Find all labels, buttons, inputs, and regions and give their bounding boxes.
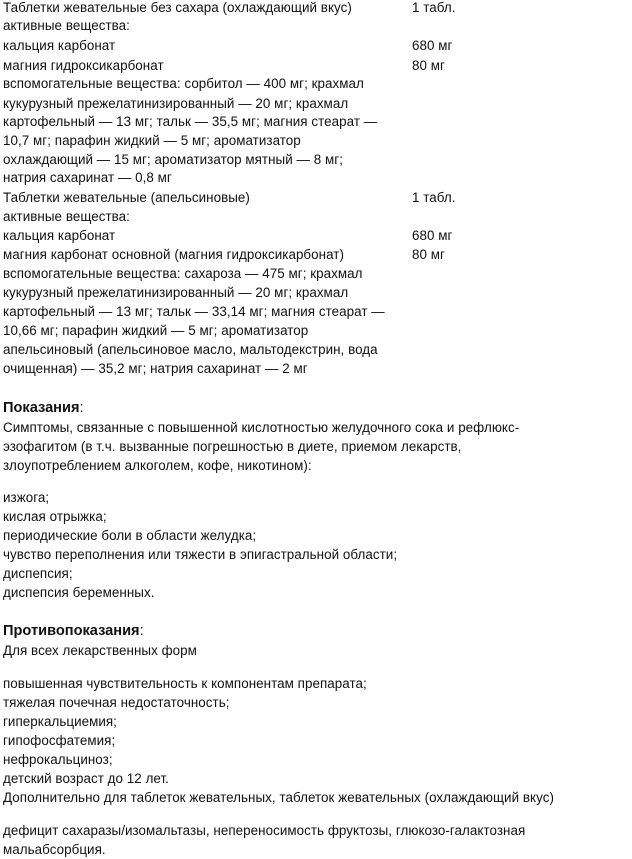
contraindications-heading xyxy=(3,621,144,641)
indications-item: диспепсия беременных. xyxy=(3,585,155,600)
contraindications-extra-line: дефицит сахаразы/изомальтазы, непереносимость фруктозы, глюкозо-галактозная xyxy=(3,823,526,838)
indications-heading-text: Показания xyxy=(3,400,80,416)
composition-row-text: вспомогательные вещества: сорбитол — 400 мг; крахмал xyxy=(3,76,364,91)
contraindications-intro: Для всех лекарственных форм xyxy=(3,643,197,658)
composition-row-text: кальция карбонат xyxy=(3,228,116,243)
composition-row-text: апельсиновый (апельсиновое масло, мальтодекстрин, вода xyxy=(3,342,378,357)
indications-item: чувство переполнения или тяжести в эпигастральной области; xyxy=(3,547,398,562)
composition-row-text: охлаждающий — 15 мг; ароматизатор мятный — 8 мг; xyxy=(3,152,343,167)
indications-item: периодические боли в области желудка; xyxy=(3,528,257,543)
indications-intro-line: эзофагитом (в т.ч. вызванные погрешностью в диете, приемом лекарств, xyxy=(3,439,462,454)
indications-item: диспепсия; xyxy=(3,566,73,581)
composition-row-dose: 1 табл. xyxy=(412,0,456,15)
indications-intro-line: злоупотреблением алкоголем, кофе, никотином): xyxy=(3,458,312,473)
contraindications-item: гипофосфатемия; xyxy=(3,733,116,748)
composition-row-text: Таблетки жевательные (апельсиновые) xyxy=(3,190,250,205)
contraindications-heading-text: Противопоказания xyxy=(3,623,140,639)
composition-row-dose: 1 табл. xyxy=(412,190,456,205)
composition-row-text: кукурузный прежелатинизированный — 20 мг; крахмал xyxy=(3,285,349,300)
contraindications-heading-colon: : xyxy=(139,623,144,639)
composition-row-text: 10,66 мг; парафин жидкий — 5 мг; ароматизатор xyxy=(3,323,309,338)
contraindications-extra-line: мальабсорбция. xyxy=(3,842,106,857)
contraindications-item: тяжелая почечная недостаточность; xyxy=(3,695,230,710)
contraindications-item: нефрокальциноз; xyxy=(3,752,113,767)
composition-row-text: кальция карбонат xyxy=(3,38,116,53)
composition-row-dose: 80 мг xyxy=(412,247,445,262)
composition-row-text: активные вещества: xyxy=(3,18,130,33)
composition-row-text: вспомогательные вещества: сахароза — 475 мг; крахмал xyxy=(3,266,363,281)
indications-heading-colon: : xyxy=(79,400,84,416)
composition-row-text: 10,7 мг; парафин жидкий — 5 мг; ароматизатор xyxy=(3,133,301,148)
composition-row-dose: 80 мг xyxy=(412,58,445,73)
composition-row-dose: 680 мг xyxy=(412,38,453,53)
contraindications-item: детский возраст до 12 лет. xyxy=(3,771,169,786)
contraindications-additional: Дополнительно для таблеток жевательных, таблеток жевательных (охлаждающий вкус) xyxy=(3,790,554,805)
composition-row-text: Таблетки жевательные без сахара (охлаждающий вкус) xyxy=(3,0,352,15)
composition-row-text: картофельный — 13 мг; тальк — 33,14 мг; магния стеарат — xyxy=(3,304,385,319)
contraindications-item: гиперкальциемия; xyxy=(3,714,117,729)
composition-row-text: магния карбонат основной (магния гидроксикарбонат) xyxy=(3,247,344,262)
contraindications-item: повышенная чувствительность к компонентам препарата; xyxy=(3,676,367,691)
indications-intro-line: Симптомы, связанные с повышенной кислотностью желудочного сока и рефлюкс- xyxy=(3,420,520,435)
indications-heading xyxy=(3,398,84,418)
composition-row-dose: 680 мг xyxy=(412,228,453,243)
indications-item: кислая отрыжка; xyxy=(3,509,107,524)
composition-row-text: натрия сахаринат — 0,8 мг xyxy=(3,170,172,185)
indications-item: изжога; xyxy=(3,490,50,505)
composition-row-text: активные вещества: xyxy=(3,209,130,224)
composition-row-text: магния гидроксикарбонат xyxy=(3,58,164,73)
composition-row-text: картофельный — 13 мг; тальк — 35,5 мг; магния стеарат — xyxy=(3,114,378,129)
composition-row-text: кукурузный прежелатинизированный — 20 мг; крахмал xyxy=(3,96,349,111)
composition-row-text: очищенная) — 35,2 мг; натрия сахаринат — 2 мг xyxy=(3,361,308,376)
